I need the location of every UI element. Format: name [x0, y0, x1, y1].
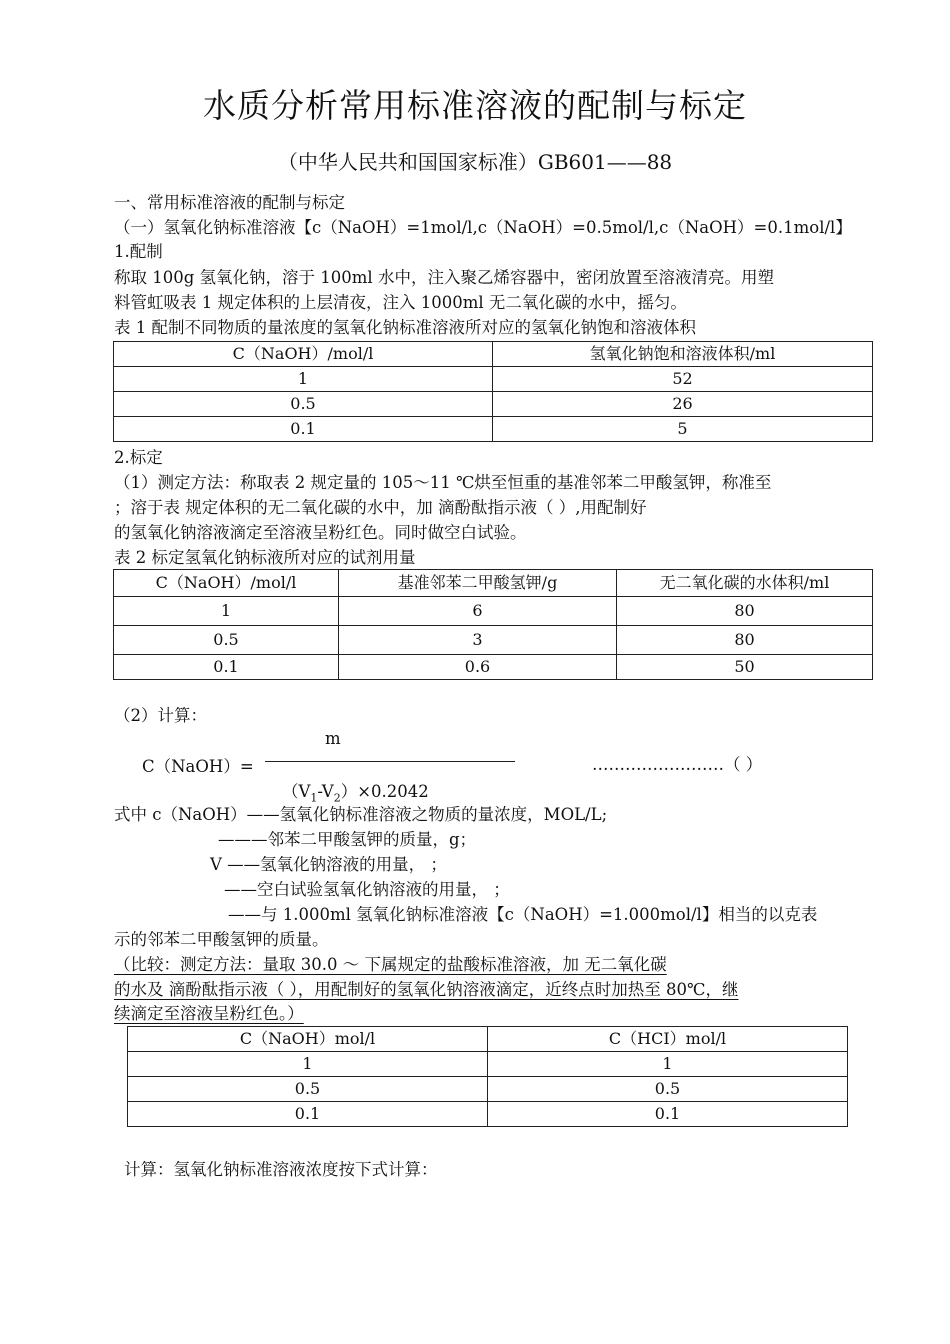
- table-cell: 0.1: [114, 417, 493, 442]
- definition-line: ——与 1.000ml 氢氧化钠标准溶液【c（NaOH）=1.000mol/l】相当的以克表: [228, 905, 818, 924]
- denominator-v: （V: [282, 782, 311, 801]
- table-header-cell: 氢氧化钠饱和溶液体积/ml: [493, 342, 873, 367]
- table-cell: 0.1: [128, 1102, 488, 1127]
- table-cell: 80: [617, 626, 873, 655]
- document-title: 水质分析常用标准溶液的配制与标定: [203, 86, 747, 125]
- table-header-cell: C（NaOH）/mol/l: [114, 342, 493, 367]
- table-cell: 5: [493, 417, 873, 442]
- denominator-factor: ）×0.2042: [340, 782, 429, 801]
- table-cell: 0.6: [339, 655, 617, 680]
- comparison-line-3: 续滴定至溶液呈粉红色。）: [114, 1004, 304, 1023]
- calculation-heading: （2）计算：: [114, 706, 207, 725]
- table-calibration-reagents: [113, 569, 873, 680]
- prep-heading: 1.配制: [114, 242, 163, 261]
- table-row: [114, 367, 873, 392]
- table-naoh-saturated-volume: [113, 341, 873, 442]
- table-cell: 0.5: [114, 626, 339, 655]
- document-subtitle: （中华人民共和国国家标准）GB601——88: [277, 150, 673, 174]
- table-cell: 0.5: [114, 392, 493, 417]
- formula-numerator: m: [325, 729, 341, 748]
- table-row: [128, 1052, 848, 1077]
- table-header-cell: C（NaOH）/mol/l: [114, 570, 339, 597]
- table-cell: 6: [339, 597, 617, 626]
- prep-text-line-1: 称取 100g 氢氧化钠，溶于 100ml 水中，注入聚乙烯容器中，密闭放置至溶液清亮。用塑: [114, 268, 774, 287]
- subsection-heading: （一）氢氧化钠标准溶液【c（NaOH）=1mol/l,c（NaOH）=0.5mol/l,c（NaOH）=0.1mol/l】: [114, 218, 852, 237]
- section-heading: 一、常用标准溶液的配制与标定: [114, 193, 345, 212]
- prep-text-line-2: 料管虹吸表 1 规定体积的上层清夜，注入 1000ml 无二氧化碳的水中，摇匀。: [114, 293, 687, 312]
- table-cell: 50: [617, 655, 873, 680]
- calibration-text-line-3: 的氢氧化钠溶液滴定至溶液呈粉红色。同时做空白试验。: [114, 523, 527, 542]
- table-cell: 0.1: [114, 655, 339, 680]
- table-cell: 3: [339, 626, 617, 655]
- table-header-cell: C（HCI）mol/l: [488, 1027, 848, 1052]
- comparison-line-1: （比较：测定方法：量取 30.0 ～ 下属规定的盐酸标准溶液，加 无二氧化碳: [114, 955, 667, 974]
- calibration-text-line-2: ；溶于表 规定体积的无二氧化碳的水中，加 滴酚酞指示液（ ）,用配制好: [114, 498, 647, 517]
- table-header-row: [114, 342, 873, 367]
- table-row: [128, 1102, 848, 1127]
- table-cell: 1: [128, 1052, 488, 1077]
- table-header-cell: C（NaOH）mol/l: [128, 1027, 488, 1052]
- table-cell: 1: [488, 1052, 848, 1077]
- table-cell: 1: [114, 367, 493, 392]
- table-header-cell: 基准邻苯二甲酸氢钾/g: [339, 570, 617, 597]
- final-calculation-text: 计算：氢氧化钠标准溶液浓度按下式计算：: [124, 1160, 438, 1179]
- definition-line: 式中 c（NaOH）——氢氧化钠标准溶液之物质的量浓度，MOL/L;: [114, 805, 608, 824]
- table-cell: 52: [493, 367, 873, 392]
- table-header-cell: 无二氧化碳的水体积/ml: [617, 570, 873, 597]
- table-cell: 80: [617, 597, 873, 626]
- formula-equation-number: ……………………（ ）: [592, 755, 763, 774]
- table-row: [114, 597, 873, 626]
- calibration-heading: 2.标定: [114, 448, 163, 467]
- subscript-1: 1: [310, 791, 318, 805]
- denominator-minus-v: -V: [317, 782, 334, 801]
- definition-line: V ——氢氧化钠溶液的用量， ；: [210, 855, 447, 874]
- comparison-line-2: 的水及 滴酚酞指示液（ ），用配制好的氢氧化钠溶液滴定，近终点时加热至 80℃，继: [114, 980, 739, 999]
- table-row: [114, 626, 873, 655]
- definition-line: 示的邻苯二甲酸氢钾的质量。: [114, 930, 329, 949]
- table-header-row: [114, 570, 873, 597]
- definition-line: ——空白试验氢氧化钠溶液的用量， ；: [224, 880, 510, 899]
- table-cell: 0.5: [128, 1077, 488, 1102]
- table2-caption: 表 2 标定氢氧化钠标液所对应的试剂用量: [114, 548, 416, 567]
- table-cell: 0.1: [488, 1102, 848, 1127]
- table1-caption: 表 1 配制不同物质的量浓度的氢氧化钠标准溶液所对应的氢氧化钠饱和溶液体积: [114, 318, 696, 337]
- table-cell: 1: [114, 597, 339, 626]
- formula-denominator: [282, 778, 429, 804]
- subscript-2: 2: [333, 791, 341, 805]
- table-row: [114, 417, 873, 442]
- calibration-text-line-1: （1）测定方法：称取表 2 规定量的 105～11 ℃烘至恒重的基准邻苯二甲酸氢钾，称准至: [114, 473, 772, 492]
- definition-line: ———邻苯二甲酸氢钾的质量，g；: [218, 830, 477, 849]
- table-row: [128, 1077, 848, 1102]
- table-cell: 0.5: [488, 1077, 848, 1102]
- table-row: [114, 655, 873, 680]
- formula-lhs: C（NaOH）=: [142, 757, 254, 776]
- table-cell: 26: [493, 392, 873, 417]
- table-naoh-hcl: [127, 1026, 848, 1127]
- table-row: [114, 392, 873, 417]
- fraction-bar: [265, 761, 515, 762]
- table-header-row: [128, 1027, 848, 1052]
